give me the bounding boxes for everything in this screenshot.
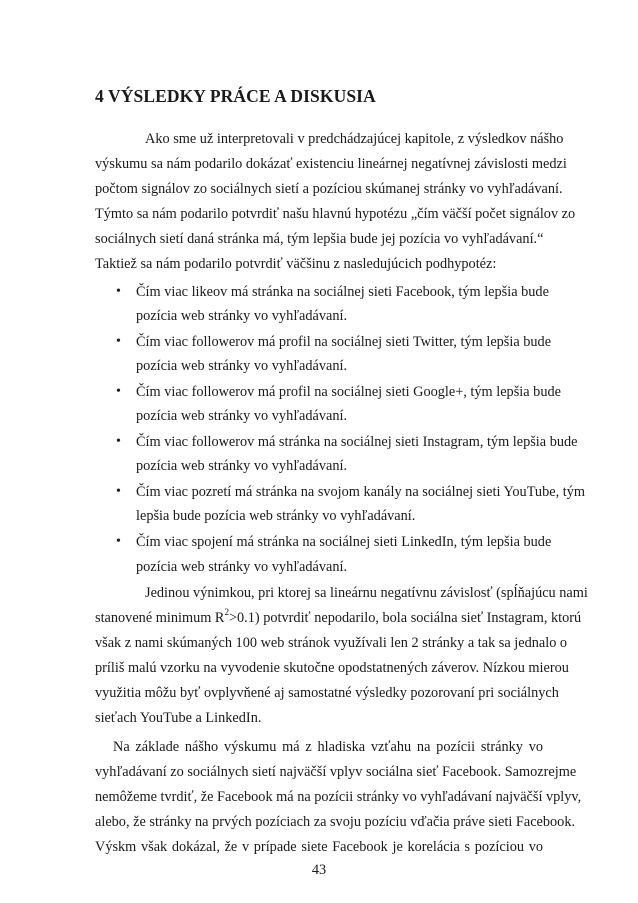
bullet-marker: • — [116, 284, 121, 299]
list-item-line: Čím viac pozretí má stránka na svojom kanály na sociálnej sieti YouTube, tým — [136, 484, 585, 500]
list-item-line: pozícia web stránky vo vyhľadávaní. — [136, 358, 348, 374]
paragraph-line: Taktiež sa nám podarilo potvrdiť väčšinu z nasledujúcich podhypotéz: — [95, 256, 497, 272]
bullet-marker: • — [116, 334, 121, 349]
list-item-line: Čím viac followerov má profil na sociálnej sieti Google+, tým lepšia bude — [136, 384, 561, 400]
list-item-line: Čím viac followerov má stránka na sociálnej sieti Instagram, tým lepšia bude — [136, 434, 578, 450]
paragraph-line: Na základe nášho výskumu má z hladiska vzťahu na pozícii stránky vo — [113, 739, 543, 755]
paragraph-line: vyhľadávaní zo sociálnych sietí najväčší vplyv sociálna sieť Facebook. Samozrejme — [95, 764, 577, 780]
paragraph-line — [95, 607, 582, 628]
paragraph-line: výskumu sa nám podarilo dokázať existenciu lineárnej negatívnej závislosti medzi — [95, 156, 567, 172]
paragraph-line: Výskm však dokázal, že v prípade siete Facebook je korelácia s pozíciou vo — [95, 839, 543, 855]
list-item-line: pozícia web stránky vo vyhľadávaní. — [136, 559, 348, 575]
paragraph-line: alebo, že stránky na prvých pozíciach za svoju pozíciu vďačia práve sieti Facebook. — [95, 814, 576, 830]
paragraph-line: však z nami skúmaných 100 web stránok využívali len 2 stránky a tak sa jednalo o — [95, 635, 568, 651]
list-item-line: pozícia web stránky vo vyhľadávaní. — [136, 408, 348, 424]
paragraph-line: počtom signálov zo sociálnych sietí a pozíciou skúmanej stránky vo vyhľadávaní. — [95, 181, 563, 197]
bullet-marker: • — [116, 484, 121, 499]
page-number: 43 — [311, 862, 327, 878]
paragraph-line: sieťach YouTube a LinkedIn. — [95, 710, 262, 726]
list-item-line: pozícia web stránky vo vyhľadávaní. — [136, 308, 348, 324]
r-squared-text: stanovené minimum R — [95, 610, 225, 626]
superscript: 2 — [224, 607, 229, 618]
bullet-marker: • — [116, 384, 121, 399]
list-item-line: Čím viac likeov má stránka na sociálnej sieti Facebook, tým lepšia bude — [136, 284, 549, 300]
paragraph-line: nemôžeme tvrdiť, že Facebook má na pozícii stránky vo vyhľadávaní najväčší vplyv, — [95, 789, 582, 805]
paragraph-line: príliš malú vzorku na vyvodenie skutočne opodstatnených záverov. Nízkou mierou — [95, 660, 569, 676]
paragraph-line: sociálnych sietí daná stránka má, tým lepšia bude jej pozícia vo vyhľadávaní.“ — [95, 231, 544, 247]
list-item-line: Čím viac spojení má stránka na sociálnej sieti LinkedIn, tým lepšia bude — [136, 534, 552, 550]
paragraph-line: Týmto sa nám podarilo potvrdiť našu hlavnú hypotézu „čím väčší počet signálov zo — [95, 206, 576, 222]
paragraph-line: Ako sme už interpretovali v predchádzajúcej kapitole, z výsledkov nášho — [145, 131, 564, 147]
list-item-line: pozícia web stránky vo vyhľadávaní. — [136, 458, 348, 474]
paragraph-line: Jedinou výnimkou, pri ktorej sa lineárnu negatívnu závislosť (spĺňajúcu nami — [145, 585, 588, 601]
section-heading: 4 VÝSLEDKY PRÁCE A DISKUSIA — [95, 86, 376, 106]
bullet-marker: • — [116, 434, 121, 449]
list-item-line: lepšia bude pozícia web stránky vo vyhľadávaní. — [136, 508, 416, 524]
bullet-marker: • — [116, 534, 121, 549]
paragraph-text: >0.1) potvrdiť nepodarilo, bola sociálna sieť Instagram, ktorú — [228, 610, 582, 626]
paragraph-line: využitia môžu byť ovplyvňené aj samostatné výsledky pozorovaní pri sociálnych — [95, 685, 559, 701]
list-item-line: Čím viac followerov má profil na sociálnej sieti Twitter, tým lepšia bude — [136, 334, 552, 350]
